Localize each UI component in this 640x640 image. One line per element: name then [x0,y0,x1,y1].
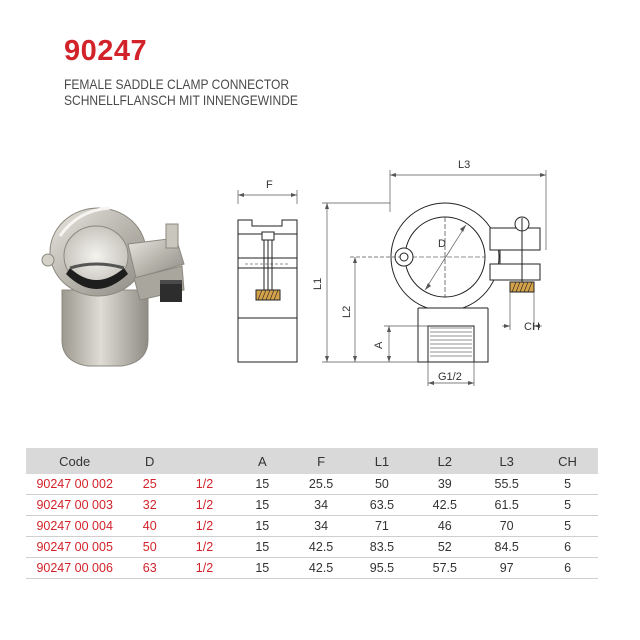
col-header-l3: L3 [499,453,514,469]
cell-l2: 57.5 [413,558,476,579]
table-row [26,474,598,495]
cell-l2: 46 [413,516,476,537]
table-row [26,558,598,579]
dim-label-ch: CH [524,321,540,333]
cell-a: 15 [233,495,292,516]
cell-ch: 6 [537,558,598,579]
cell-l3: 70 [476,516,537,537]
side-view-drawing [238,179,297,362]
cell-f: 34 [292,495,351,516]
col-header-ch: CH [558,453,577,469]
cell-ch: 5 [537,474,598,495]
cell-thread: 1/2 [176,558,233,579]
cell-l2: 42.5 [413,495,476,516]
specification-table [26,448,598,579]
col-header-l1: L1 [374,453,390,469]
subtitle-german: SCHNELLFLANSCH MIT INNENGEWINDE [64,92,298,108]
cell-l1: 71 [351,516,414,537]
header [64,36,336,108]
dim-label-l3: L3 [458,159,471,171]
table-row [26,495,598,516]
dim-label-l1: L1 [312,277,324,290]
cell-l3: 61.5 [476,495,537,516]
cell-code: 90247 00 004 [26,516,123,537]
product-photo [42,208,184,366]
cell-l3: 55.5 [476,474,537,495]
cell-a: 15 [233,474,292,495]
cell-d: 63 [123,558,176,579]
cell-thread: 1/2 [176,537,233,558]
cell-d: 50 [123,537,176,558]
cell-ch: 6 [537,537,598,558]
front-view-drawing [312,159,546,386]
cell-l2: 52 [413,537,476,558]
cell-f: 42.5 [292,537,351,558]
cell-code: 90247 00 003 [26,495,123,516]
product-code-title: 90247 [64,35,148,67]
dim-label-d: D [438,238,446,250]
dim-label-f: F [266,179,273,191]
col-header-a: A [257,453,267,469]
cell-a: 15 [233,558,292,579]
cell-l3: 84.5 [476,537,537,558]
table-header-row [26,448,598,474]
table-row [26,537,598,558]
cell-l1: 83.5 [351,537,414,558]
cell-d: 40 [123,516,176,537]
col-header-d: D [145,453,155,469]
cell-l2: 39 [413,474,476,495]
dim-label-l2: L2 [341,305,353,318]
cell-a: 15 [233,516,292,537]
cell-thread: 1/2 [176,516,233,537]
cell-l1: 95.5 [351,558,414,579]
cell-d: 25 [123,474,176,495]
cell-thread: 1/2 [176,495,233,516]
cell-ch: 5 [537,495,598,516]
product-figure [0,140,640,400]
table-row [26,516,598,537]
cell-code: 90247 00 002 [26,474,123,495]
cell-code: 90247 00 006 [26,558,123,579]
col-header-l2: L2 [437,453,453,469]
cell-f: 25.5 [292,474,351,495]
col-header-code: Code [59,453,91,469]
dim-label-g: G1/2 [438,371,462,383]
cell-code: 90247 00 005 [26,537,123,558]
col-header-thread [176,448,233,474]
col-header-f: F [317,453,326,469]
dim-label-a: A [373,341,385,349]
product-drawing [0,140,640,400]
cell-l3: 97 [476,558,537,579]
cell-ch: 5 [537,516,598,537]
cell-a: 15 [233,537,292,558]
cell-f: 42.5 [292,558,351,579]
cell-d: 32 [123,495,176,516]
cell-f: 34 [292,516,351,537]
cell-thread: 1/2 [176,474,233,495]
cell-l1: 50 [351,474,414,495]
cell-l1: 63.5 [351,495,414,516]
subtitle-english: FEMALE SADDLE CLAMP CONNECTOR [64,76,290,92]
